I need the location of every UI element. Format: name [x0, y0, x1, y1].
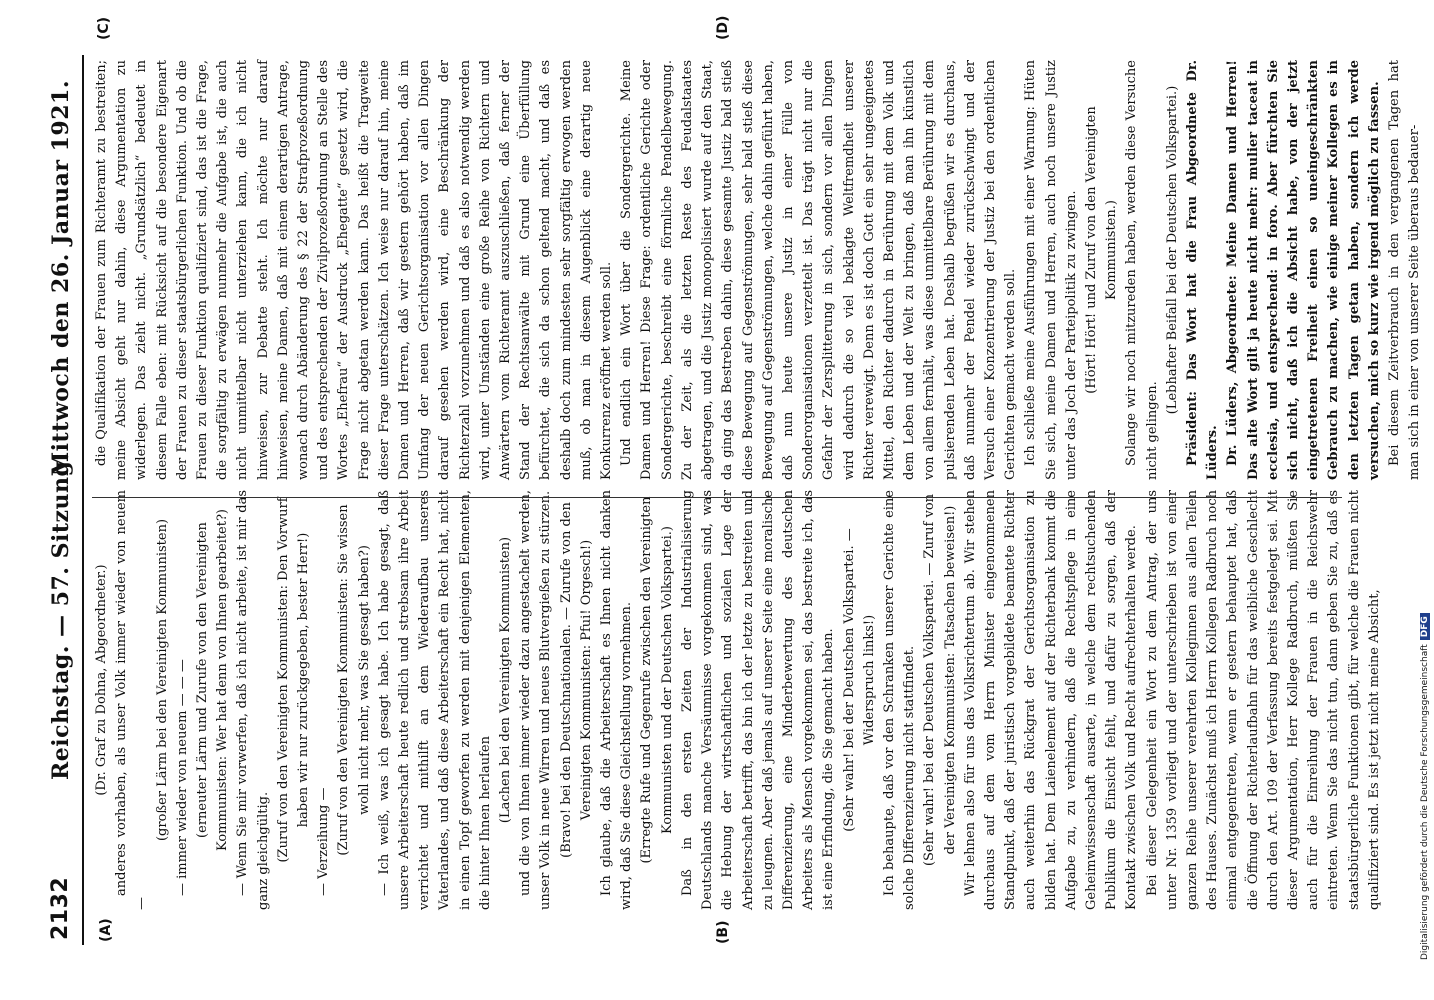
text-paragraph: die Qualifikation der Frauen zum Richteramt zu bestreiten; meine Absicht geht nur dahin, diese Argumentation zu widerlegen. Das zieht nicht. „Grundsätzlich“ bedeutet in diesem Falle eben: mit Rücksicht auf die besondere Eigenart der Frauen zu dieser staatsbürgerlichen Funktion. Und ob die Frauen zu dieser Funktion qualifiziert sind, das ist die Frage, die sorgfältig zu erwägen nunmehr die Aufgabe ist, die auch nicht unmittelbar nicht unterziehen kann, die ich nicht hinweisen, zur Debatte steht. Ich möchte nur darauf hinweisen, meine Damen, daß mit einem derartigen Antrage, wonach durch Abänderung des § 22 der Strafprozeßordnung und des entsprechenden der Zivilprozeßordnung an Stelle des Wortes „Ehefrau“ der Ausdruck „Ehegatte“ gesetzt wird, die Frage nicht abgetan werden kann. Das heißt die Tragweite dieser Frage unterschätzen. Ich weise nur darauf hin, meine Damen und Herren, daß wir gestern gehört haben, daß im Umfang der neuen Gerichtsorganisation vor allen Dingen darauf gesehen werden wird, eine Beschränkung der Richterzahl vorzunehmen und daß es also notwendig werden wird, unter Umständen eine große Reihe von Richtern und Anwärtern vom Richteramt auszuschließen, daß ferner der Stand der Rechtsanwälte mit Grund eine Überfüllung befürchtet, die sich da schon geltend macht, und daß es deshalb doch zum mindesten sehr sorgfältig erwogen werden muß, ob man in diesem Augenblick eine derartig neue Konkurrenz eröffnet werden soll. [94, 60, 615, 480]
page-number: 2132 [48, 876, 73, 940]
text-paragraph: (Sehr wahr! bei der Deutschen Volkspartei. — Widerspruch links!) [841, 528, 877, 832]
text-paragraph: Wir lehnen also für uns das Volksrichtertum ab. Wir stehen durchaus auf dem vom Herrn Minister eingenommenen Standpunkt, daß der juristisch vorgebildete beamtete Richter auch weiterhin das Rückgrat der Gerichtsorganisation zu bilden hat. Dem Laienelement auf der Richterbank kommt die Aufgabe zu, zu verhindern, daß die Rechtspflege in eine Geheimwissenschaft ausarte, in welche dem rechtsuchenden Publikum die Einsicht fehlt, und dafür zu sorgen, daß der Kontakt zwischen Volk und Recht aufrechterhalten werde. [962, 490, 1140, 910]
text-paragraph: Daß in den ersten Zeiten der Industrialisierung Deutschlands manche Versäumnisse vorgekommen sind, was die Hebung der wirtschaftlichen und sozialen Lage der Arbeiterschaft betrifft, das bin ich der letzte zu bestreiten und zu leugnen. Aber daß jemals auf unserer Seite eine moralische Differenzierung, eine Minderbewertung des deutschen Arbeiters als Mensch vorgekommen sei, das bestreite ich, das ist eine Erfindung, die Sie gemacht haben. [679, 490, 837, 910]
left-text-column [92, 490, 1402, 910]
text-paragraph: Solange wir noch mitzureden haben, werden diese Versuche nicht gelingen. [1124, 60, 1160, 480]
text-paragraph: Ich behaupte, daß vor den Schranken unserer Gerichte eine solche Differenzierung nicht stattfindet. [881, 490, 918, 910]
text-paragraph: (Zuruf von den Vereinigten Kommunisten: Sie wissen wohl nicht mehr, was Sie gesagt haben?) [336, 504, 372, 856]
text-paragraph: — Verzeihung — [316, 787, 332, 896]
margin-marker-c: (C) [96, 16, 112, 40]
margin-marker-d: (D) [715, 15, 731, 40]
digitization-credit [1420, 613, 1430, 960]
header-date: Mittwoch den 26. Januar 1921. [48, 80, 74, 477]
text-paragraph: (Lebhafter Beifall bei der Deutschen Volkspartei.) [1164, 85, 1180, 415]
text-paragraph: (großer Lärm bei den Vereinigten Kommunisten) [154, 518, 170, 842]
margin-marker-b: (B) [715, 920, 731, 944]
text-paragraph: — Ich weiß, was ich gesagt habe. Ich habe gesagt, daß unsere Arbeiterschaft heute redlich und strebsam ihre Arbeit verrichtet und mithilft an dem Wiederaufbau unseres Vaterlandes, und daß diese Arbeiterschaft ein Recht hat, nicht in einen Topf geworfen zu werden mit denjenigen Elementen, die hinter Ihnen herlaufen [376, 490, 493, 910]
text-paragraph: — immer wieder von neuem — — — [174, 659, 190, 896]
text-paragraph: Und endlich ein Wort über die Sondergerichte. Meine Damen und Herren! Diese Frage: ordentliche Gerichte oder Sondergerichte, beschreibt eine förmliche Pendelbewegung. Zu der Zeit, als die letzten Reste des Feudalstaates abgetragen, und die Justiz monopolisiert wurde auf den Staat, da ging das Bestreben dahin, diese gesamte Justiz bald stieß diese Bewegung auf Gegenströmungen, sehr bald stieß diese Bewegung auf Gegenströmungen, welche dahin geführt haben, daß nun heute unsere Justiz in einer Fülle von Sonderorganisationen verzettelt ist. Das trägt nicht nur die Gefahr der Zersplitterung in sich, sondern vor allen Dingen wird dadurch die so viel beklagte Weltfremdheit unserer Richter verewigt. Denn es ist doch Gott ein sehr ungeeignetes Mittel, den Richter dadurch in Berührung mit dem Volk und dem Leben und der Welt zu bringen, daß man ihn künstlich von allem fernhält, was diese unmittelbare Berührung mit dem pulsierenden Leben hat. Deshalb begrüßen wir es durchaus, daß nunmehr der Pendel wieder zurückschwingt und der Versuch einer Konzentrierung der Justiz bei den ordentlichen Gerichten gemacht werden soll. [619, 60, 1019, 480]
text-paragraph: und die von Ihnen immer wieder dazu angestachelt werden, unser Volk in neue Wirren und neues Blutvergießen zu stürzen. [518, 490, 554, 910]
text-paragraph: (Erregte Rufe und Gegenrufe zwischen den Vereinigten Kommunisten und der Deutschen Volkspartei.) [639, 496, 675, 864]
dfg-logo: DFG [1420, 613, 1430, 640]
text-paragraph: (Zuruf von den Vereinigten Kommunisten: Den Vorwurf haben wir nur zurückgegeben, bester Herr!) [275, 497, 312, 863]
right-text-column [92, 60, 1423, 480]
margin-marker-a: (A) [98, 918, 114, 942]
text-paragraph: — Wenn Sie mir vorwerfen, daß ich nicht arbeite, ist mir das ganz gleichgültig. [235, 490, 271, 910]
header-title: Reichstag. — 57. Sitzung. [48, 452, 74, 780]
text-paragraph: Bei diesem Zeitverbrauch in den vergangenen Tagen hat man sich in einer von unserer Seite überaus bedauer- [1387, 60, 1423, 480]
page-header [40, 50, 80, 950]
text-paragraph: Ich glaube, daß die Arbeiterschaft es Ihnen nicht danken wird, daß Sie diese Gleichstellung vornehmen. [599, 490, 635, 910]
text-paragraph: (Sehr wahr! bei der Deutschen Volkspartei. — Zuruf von der Vereinigten Kommunisten: Tatsachen beweisen!) [922, 493, 958, 867]
text-paragraph: (Hört! Hört! und Zuruf von den Vereinigten Kommunisten.) [1083, 106, 1120, 394]
header-rule [82, 55, 84, 945]
text-paragraph: (Bravo! bei den Deutschnationalen. — Zurufe von den Vereinigten Kommunisten: Pfui! Orgesch!) [558, 502, 594, 858]
text-paragraph: Präsident: Das Wort hat die Frau Abgeordnete Dr. Lüders. [1184, 60, 1221, 480]
text-paragraph: (Dr. Graf zu Dohna, Abgeordneter.) [94, 564, 109, 796]
text-paragraph: (Lachen bei den Vereinigten Kommunisten) [498, 536, 514, 824]
text-paragraph: Ich schließe meine Ausführungen mit einer Warnung: Hüten Sie sich, meine Damen und Herren, auch noch unsere Justiz unter das Joch der Parteipolitik zu zwingen. [1023, 60, 1079, 480]
text-paragraph: anderes vorhaben, als unser Volk immer wieder von neuem — [114, 490, 150, 910]
column-divider [92, 497, 1342, 498]
credit-text: Digitalisierung gefördert durch die Deutsche Forschungsgemeinschaft [1420, 644, 1430, 960]
text-paragraph: (erneuter Lärm und Zurufe von den Vereinigten Kommunisten: Wer hat denn von Ihnen gearbeitet?) [195, 508, 231, 852]
text-paragraph: Bei dieser Gelegenheit ein Wort zu dem Antrag, der uns unter Nr. 1359 vorliegt und der unterschrieben ist von einer ganzen Reihe unserer verehrten Kolleginnen aus allen Teilen des Hauses. Zunächst muß ich Herrn Kollegen Radbruch noch einmal entgegentreten, wenn er gestern behauptet hat, daß die Öffnung der Richterlaufbahn für das weibliche Geschlecht durch den Art. 109 der Verfassung bereits festgelegt sei. Mit dieser Argumentation, Herr Kollege Radbruch, müßten Sie auch für die Einreihung der Frauen in die Reichswehr eintreten. Wenn Sie das nicht tun, dann geben Sie zu, daß es staatsbürgerliche Funktionen gibt, für welche die Frauen nicht qualifiziert sind. Es ist jetzt nicht meine Absicht, [1144, 490, 1382, 910]
text-paragraph: Dr. Lüders, Abgeordnete: Meine Damen und Herren! Das alte Wort gilt ja heute nicht mehr: mulier taceat in ecclesia, und entsprechend: in foro. Aber fürchten Sie sich nicht, daß ich die Absicht habe, von der jetzt eingetretenen Freiheit einen so uneingeschränkten Gebrauch zu machen, wie einige meiner Kollegen es in den letzten Tagen getan haben, sondern ich werde versuchen, mich so kurz wie irgend möglich zu fassen. [1225, 60, 1382, 480]
